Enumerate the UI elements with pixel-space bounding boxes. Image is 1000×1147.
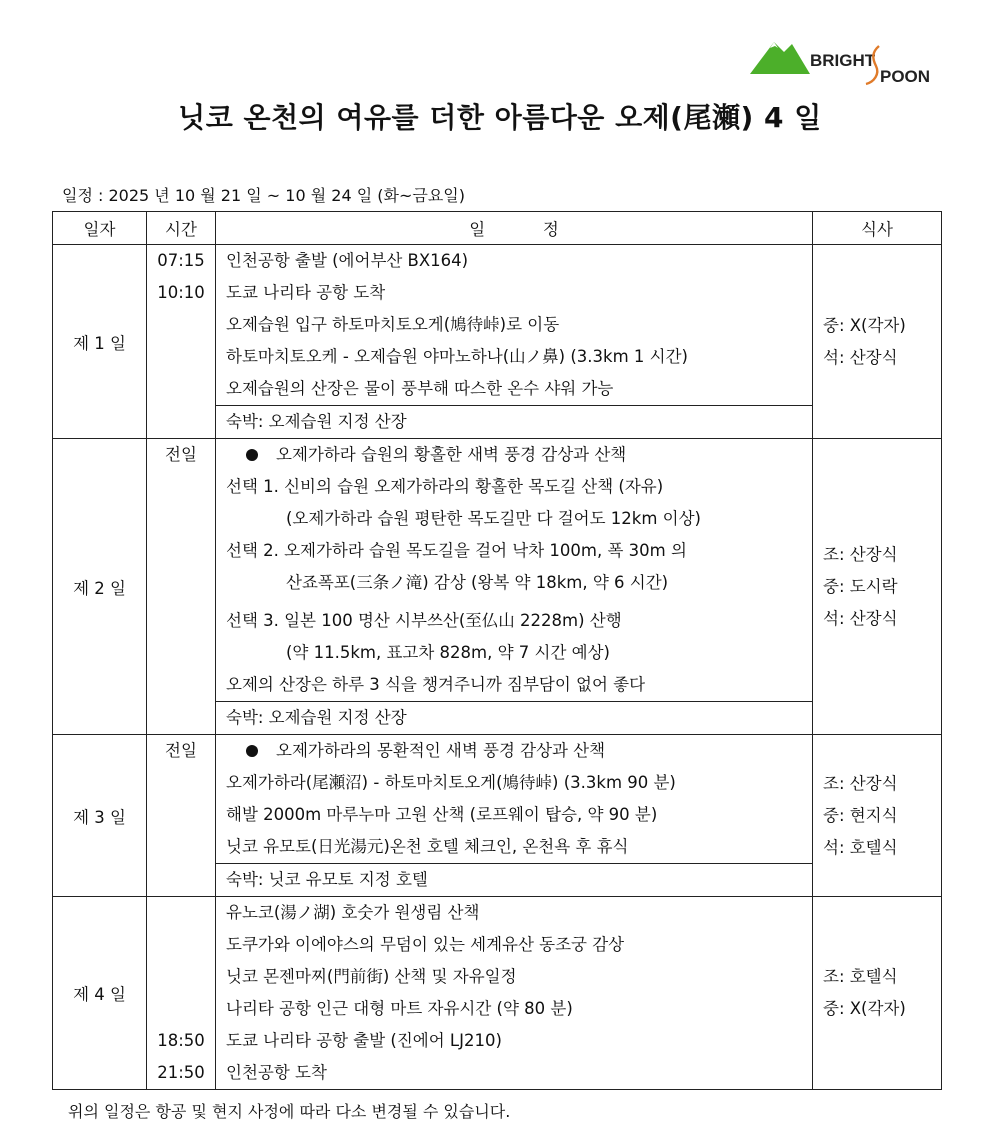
meal-line: 조: 산장식 [823, 773, 898, 793]
day-label: 제 4 일 [53, 897, 147, 1090]
schedule-line: (오제가하라 습원 평탄한 목도길만 다 걸어도 12km 이상) [286, 509, 701, 528]
schedule-line: 인천공항 출발 (에어부산 BX164) [226, 251, 469, 270]
lodging-line: 숙박: 오제습원 지정 산장 [216, 701, 812, 734]
time-value [147, 993, 215, 1025]
bullet-icon [246, 745, 258, 757]
meal-line: 중: X(각자) [823, 999, 906, 1018]
time-value [147, 897, 215, 929]
footnote: 위의 일정은 항공 및 현지 사정에 따라 다소 변경될 수 있습니다. [68, 1102, 511, 1121]
day-label: 제 3 일 [53, 735, 147, 897]
lodging-line: 숙박: 오제습원 지정 산장 [216, 405, 812, 438]
day-label: 제 1 일 [53, 245, 147, 439]
time-value: 21:50 [157, 1063, 205, 1082]
schedule-line: 오제습원의 산장은 물이 풍부해 따스한 온수 샤워 가능 [226, 379, 614, 398]
meal-cell [813, 245, 942, 439]
schedule-line: 하토마치토오케 - 오제습원 야마노하나(山ノ鼻) (3.3km 1 시간) [226, 347, 688, 366]
schedule-line: 오제의 산장은 하루 3 식을 챙겨주니까 짐부담이 없어 좋다 [226, 675, 646, 694]
meal-line: 조: 호텔식 [823, 967, 898, 986]
schedule-cell [216, 735, 813, 897]
schedule-line: 닛코 몬젠마찌(門前街) 산책 및 자유일정 [226, 967, 517, 986]
mountain-icon [750, 42, 810, 74]
day-label: 제 2 일 [53, 439, 147, 735]
schedule-line: 선택 3. 일본 100 명산 시부쓰산(至仏山 2228m) 산행 [226, 611, 622, 630]
logo-brand-bright: BRIGHT [810, 51, 876, 70]
header-schedule: 일 정 [216, 212, 813, 245]
schedule-line: 오제가하라(尾瀬沼) - 하토마치토오게(鳩待峠) (3.3km 90 분) [226, 773, 676, 792]
schedule-cell [216, 897, 813, 1090]
highlight-line: 오제가하라 습원의 황홀한 새벽 풍경 감상과 산책 [216, 439, 812, 471]
schedule-line: 해발 2000m 마루누마 고원 산책 (로프웨이 탑승, 약 90 분) [226, 805, 658, 824]
time-value: 전일 [165, 741, 197, 760]
meal-line: 중: X(각자) [823, 315, 906, 335]
time-value: 전일 [165, 445, 197, 464]
header-time: 시간 [147, 212, 216, 245]
schedule-line: 오제습원 입구 하토마치토오게(鳩待峠)로 이동 [226, 315, 560, 334]
schedule-line: 인천공항 도착 [226, 1063, 327, 1082]
table-header-row [53, 212, 942, 245]
time-value: 07:15 [157, 251, 205, 270]
meal-cell [813, 735, 942, 897]
header-day: 일자 [53, 212, 147, 245]
time-value: 10:10 [157, 283, 205, 302]
time-cell [147, 245, 216, 439]
schedule-line: 도쿠가와 이에야스의 무덤이 있는 세계유산 동조궁 감상 [226, 935, 625, 954]
bright-spoon-logo [748, 34, 944, 86]
time-cell [147, 897, 216, 1090]
schedule-line: 선택 1. 신비의 습원 오제가하라의 황홀한 목도길 산책 (자유) [226, 477, 664, 496]
schedule-line: 닛코 유모토(日光湯元)온천 호텔 체크인, 온천욕 후 휴식 [226, 837, 629, 856]
table-row [53, 897, 942, 1090]
time-value [147, 929, 215, 961]
meal-cell [813, 439, 942, 735]
meal-line: 조: 산장식 [823, 544, 898, 564]
schedule-line: 유노코(湯ノ湖) 호숫가 원생림 산책 [226, 903, 480, 922]
itinerary-table [52, 211, 942, 1090]
schedule-line: 선택 2. 오제가하라 습원 목도길을 걸어 낙차 100m, 폭 30m 의 [226, 541, 687, 560]
meal-line: 석: 산장식 [823, 347, 898, 367]
schedule-line: 나리타 공항 인근 대형 마트 자유시간 (약 80 분) [226, 999, 573, 1018]
trip-dates: 일정 : 2025 년 10 월 21 일 ~ 10 월 24 일 (화~금요일) [62, 186, 465, 205]
page-title: 닛코 온천의 여유를 더한 아름다운 오제(尾瀬) 4 일 [178, 101, 822, 134]
table-row [53, 439, 942, 735]
schedule-line: 도쿄 나리타 공항 출발 (진에어 LJ210) [226, 1031, 502, 1050]
lodging-line: 숙박: 닛코 유모토 지정 호텔 [216, 863, 812, 896]
meal-line: 석: 산장식 [823, 608, 898, 628]
bullet-icon [246, 449, 258, 461]
meal-cell [813, 897, 942, 1090]
schedule-line: 도쿄 나리타 공항 도착 [226, 283, 386, 302]
highlight-line: 오제가하라의 몽환적인 새벽 풍경 감상과 산책 [216, 735, 812, 767]
schedule-line: 산죠폭포(三条ノ滝) 감상 (왕복 약 18km, 약 6 시간) [286, 573, 669, 592]
time-value [147, 961, 215, 993]
meal-line: 중: 현지식 [823, 805, 898, 825]
header-meal: 식사 [813, 212, 942, 245]
table-row [53, 245, 942, 439]
meal-line: 중: 도시락 [823, 576, 898, 596]
time-value: 18:50 [157, 1031, 205, 1050]
schedule-line: (약 11.5km, 표고차 828m, 약 7 시간 예상) [286, 643, 610, 662]
meal-line: 석: 호텔식 [823, 837, 898, 857]
schedule-cell [216, 245, 813, 439]
logo-brand-poon: POON [880, 67, 931, 86]
schedule-cell [216, 439, 813, 735]
table-row [53, 735, 942, 897]
time-cell [147, 439, 216, 735]
time-cell [147, 735, 216, 897]
